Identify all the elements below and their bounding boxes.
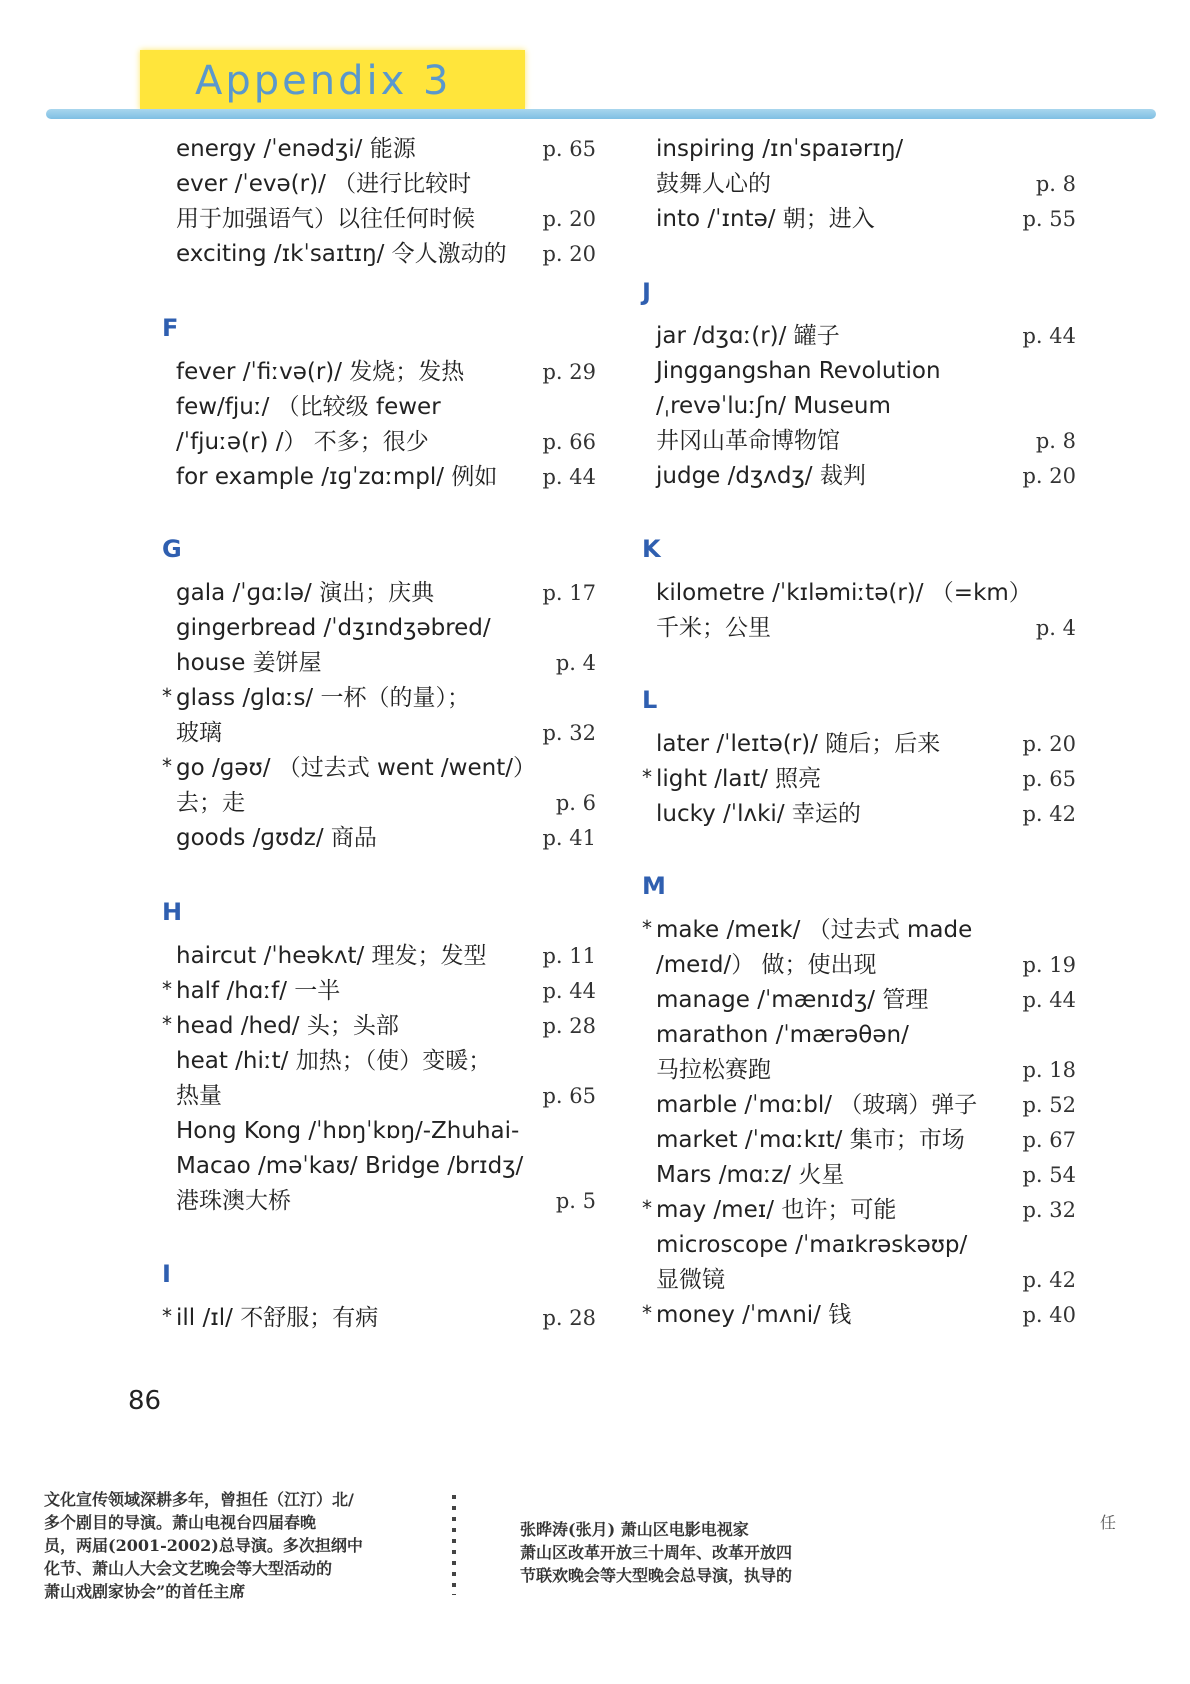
glossary-entry-line bbox=[656, 459, 1076, 493]
entry-page-ref: p. 65 bbox=[1022, 767, 1076, 791]
entry-page-ref: p. 67 bbox=[1022, 1128, 1076, 1152]
glossary-entry-line bbox=[656, 319, 1076, 353]
entry-page-ref: p. 19 bbox=[1022, 953, 1076, 977]
entry-text: exciting /ɪkˈsaɪtɪŋ/ 令人激动的 bbox=[176, 241, 507, 267]
entry-text: /ˌrevəˈluːʃn/ Museum bbox=[656, 393, 891, 419]
entry-text: Macao /məˈkaʊ/ Bridge /brɪdʒ/ bbox=[176, 1153, 524, 1179]
key-word-star: * bbox=[162, 1304, 172, 1328]
entry-text: 井冈山革命博物馆 bbox=[656, 428, 840, 454]
entry-text: light /laɪt/ 照亮 bbox=[656, 766, 822, 792]
note-line: 多个剧目的导演。萧山电视台四届春晚 bbox=[44, 1513, 317, 1532]
glossary-entry-line bbox=[176, 460, 596, 494]
glossary-entry-line bbox=[656, 354, 1076, 388]
glossary-entry-line bbox=[176, 939, 596, 973]
glossary-entry-line bbox=[656, 797, 1076, 831]
entry-text: judge /dʒʌdʒ/ 裁判 bbox=[656, 463, 866, 489]
key-word-star: * bbox=[642, 916, 652, 940]
glossary-entry-line bbox=[656, 611, 1076, 645]
key-word-star: * bbox=[642, 765, 652, 789]
entry-text: 港珠澳大桥 bbox=[176, 1188, 291, 1214]
entry-text: jar /dʒɑː(r)/ 罐子 bbox=[656, 323, 840, 349]
entry-page-ref: p. 65 bbox=[542, 1084, 596, 1108]
glossary-entry-line bbox=[656, 167, 1076, 201]
entry-page-ref: p. 8 bbox=[1035, 429, 1076, 453]
entry-text: 用于加强语气）以往任何时候 bbox=[176, 206, 475, 232]
entry-text: heat /hiːt/ 加热；（使）变暖； bbox=[176, 1048, 492, 1074]
entry-text: 马拉松赛跑 bbox=[656, 1057, 771, 1083]
glossary-entry-line bbox=[162, 751, 596, 785]
page-number: 86 bbox=[128, 1386, 162, 1416]
glossary-entry-line bbox=[176, 167, 596, 201]
glossary-entry-line bbox=[162, 1301, 596, 1335]
entry-page-ref: p. 5 bbox=[555, 1189, 596, 1213]
glossary-entry-line bbox=[176, 716, 596, 750]
entry-text: gingerbread /ˈdʒɪndʒəbred/ bbox=[176, 615, 491, 641]
glossary-entry-line bbox=[656, 1123, 1076, 1157]
section-letter: F bbox=[162, 314, 179, 342]
glossary-entry-line bbox=[656, 1158, 1076, 1192]
entry-page-ref: p. 66 bbox=[542, 430, 596, 454]
entry-text: gala /ˈɡɑːlə/ 演出；庆典 bbox=[176, 580, 435, 606]
entry-text: kilometre /ˈkɪləmiːtə(r)/ （=km） bbox=[656, 580, 1032, 606]
key-word-star: * bbox=[642, 1301, 652, 1325]
entry-text: Hong Kong /ˈhɒŋˈkɒŋ/-Zhuhai- bbox=[176, 1118, 520, 1144]
note-line: 萧山区改革开放三十周年、改革开放四 bbox=[520, 1543, 793, 1562]
glossary-entry-line bbox=[656, 1018, 1076, 1052]
entry-text: for example /ɪɡˈzɑːmpl/ 例如 bbox=[176, 464, 498, 490]
glossary-entry-line bbox=[656, 727, 1076, 761]
section-letter: H bbox=[162, 898, 183, 926]
glossary-entry-line bbox=[176, 1044, 596, 1078]
glossary-entry-line bbox=[656, 389, 1076, 423]
entry-text: money /ˈmʌni/ 钱 bbox=[656, 1302, 852, 1328]
glossary-entry-line bbox=[176, 576, 596, 610]
entry-page-ref: p. 28 bbox=[542, 1306, 596, 1330]
entry-page-ref: p. 20 bbox=[542, 242, 596, 266]
section-letter: I bbox=[162, 1260, 171, 1288]
entry-page-ref: p. 40 bbox=[1022, 1303, 1076, 1327]
entry-page-ref: p. 52 bbox=[1022, 1093, 1076, 1117]
entry-text: marble /ˈmɑːbl/ （玻璃）弹子 bbox=[656, 1092, 978, 1118]
key-word-star: * bbox=[162, 977, 172, 1001]
glossary-entry-line bbox=[162, 974, 596, 1008]
entry-text: Mars /mɑːz/ 火星 bbox=[656, 1162, 845, 1188]
entry-text: house 姜饼屋 bbox=[176, 650, 322, 676]
glossary-entry-line bbox=[176, 132, 596, 166]
glossary-entry-line bbox=[176, 1114, 596, 1148]
glossary-entry-line bbox=[642, 913, 1076, 947]
entry-page-ref: p. 20 bbox=[1022, 732, 1076, 756]
glossary-entry-line bbox=[176, 202, 596, 236]
entry-text: manage /ˈmænɪdʒ/ 管理 bbox=[656, 987, 929, 1013]
entry-text: 去；走 bbox=[176, 790, 245, 816]
glossary-entry-line bbox=[642, 1298, 1076, 1332]
section-letter: J bbox=[642, 278, 651, 306]
entry-page-ref: p. 42 bbox=[1022, 802, 1076, 826]
entry-text: half /hɑːf/ 一半 bbox=[176, 978, 341, 1004]
entry-page-ref: p. 44 bbox=[1022, 988, 1076, 1012]
note-line: 化节、萧山人大会文艺晚会等大型活动的 bbox=[44, 1559, 333, 1578]
glossary-entry-line bbox=[162, 1009, 596, 1043]
glossary-entry-line bbox=[656, 1228, 1076, 1262]
bottom-note-fragment: 任 bbox=[1100, 1513, 1117, 1532]
entry-text: /meɪd/） 做；使出现 bbox=[656, 952, 877, 978]
entry-text: head /hed/ 头；头部 bbox=[176, 1013, 399, 1039]
note-line: 萧山戏剧家协会”的首任主席 bbox=[44, 1582, 246, 1601]
entry-text: later /ˈleɪtə(r)/ 随后；后来 bbox=[656, 731, 941, 757]
glossary-entry-line bbox=[176, 821, 596, 855]
entry-page-ref: p. 44 bbox=[1022, 324, 1076, 348]
glossary-entry-line bbox=[656, 202, 1076, 236]
key-word-star: * bbox=[162, 754, 172, 778]
entry-text: go /ɡəʊ/ （过去式 went /went/） bbox=[176, 755, 536, 781]
entry-page-ref: p. 4 bbox=[1035, 616, 1076, 640]
note-line: 节联欢晚会等大型晚会总导演，执导的 bbox=[520, 1566, 793, 1585]
entry-page-ref: p. 20 bbox=[1022, 464, 1076, 488]
glossary-entry-line bbox=[176, 1149, 596, 1183]
glossary-entry-line bbox=[176, 786, 596, 820]
glossary-entry-line bbox=[656, 948, 1076, 982]
header-rule bbox=[46, 109, 1156, 119]
entry-page-ref: p. 29 bbox=[542, 360, 596, 384]
glossary-entry-line bbox=[176, 237, 596, 271]
entry-text: 千米；公里 bbox=[656, 615, 771, 641]
section-letter: M bbox=[642, 872, 666, 900]
entry-text: make /meɪk/ （过去式 made bbox=[656, 917, 973, 943]
entry-page-ref: p. 65 bbox=[542, 137, 596, 161]
glossary-entry-line bbox=[162, 681, 596, 715]
entry-page-ref: p. 28 bbox=[542, 1014, 596, 1038]
entry-text: into /ˈɪntə/ 朝；进入 bbox=[656, 206, 875, 232]
entry-text: may /meɪ/ 也许；可能 bbox=[656, 1197, 897, 1223]
entry-text: microscope /ˈmaɪkrəskəʊp/ bbox=[656, 1232, 968, 1258]
glossary-entry-line bbox=[176, 355, 596, 389]
glossary-entry-line bbox=[176, 611, 596, 645]
dotted-divider bbox=[452, 1495, 456, 1595]
glossary-entry-line bbox=[656, 132, 1076, 166]
glossary-entry-line bbox=[656, 983, 1076, 1017]
glossary-entry-line bbox=[176, 1184, 596, 1218]
entry-text: 热量 bbox=[176, 1083, 222, 1109]
entry-page-ref: p. 4 bbox=[555, 651, 596, 675]
entry-page-ref: p. 44 bbox=[542, 979, 596, 1003]
entry-text: inspiring /ɪnˈspaɪərɪŋ/ bbox=[656, 136, 904, 162]
entry-text: glass /ɡlɑːs/ 一杯（的量）； bbox=[176, 685, 470, 711]
key-word-star: * bbox=[162, 684, 172, 708]
entry-page-ref: p. 6 bbox=[555, 791, 596, 815]
glossary-entry-line bbox=[176, 390, 596, 424]
entry-text: 鼓舞人心的 bbox=[656, 171, 771, 197]
bottom-note-left bbox=[44, 1488, 424, 1603]
entry-text: ever /ˈevə(r)/ （进行比较时 bbox=[176, 171, 472, 197]
key-word-star: * bbox=[162, 1012, 172, 1036]
entry-text: haircut /ˈheəkʌt/ 理发；发型 bbox=[176, 943, 487, 969]
entry-page-ref: p. 20 bbox=[542, 207, 596, 231]
appendix-title: Appendix 3 bbox=[195, 58, 452, 104]
entry-page-ref: p. 44 bbox=[542, 465, 596, 489]
entry-page-ref: p. 17 bbox=[542, 581, 596, 605]
glossary-entry-line bbox=[656, 576, 1076, 610]
entry-page-ref: p. 11 bbox=[542, 944, 596, 968]
glossary-entry-line bbox=[656, 1053, 1076, 1087]
note-line: 员，两届(2001-2002)总导演。多次担纲中 bbox=[44, 1536, 363, 1555]
entry-page-ref: p. 42 bbox=[1022, 1268, 1076, 1292]
entry-text: fever /ˈfiːvə(r)/ 发烧；发热 bbox=[176, 359, 465, 385]
section-letter: K bbox=[642, 535, 661, 563]
entry-text: 玻璃 bbox=[176, 720, 222, 746]
entry-page-ref: p. 18 bbox=[1022, 1058, 1076, 1082]
entry-page-ref: p. 54 bbox=[1022, 1163, 1076, 1187]
entry-text: Jinggangshan Revolution bbox=[656, 358, 941, 384]
entry-text: ill /ɪl/ 不舒服；有病 bbox=[176, 1305, 379, 1331]
entry-text: energy /ˈenədʒi/ 能源 bbox=[176, 136, 416, 162]
section-letter: L bbox=[642, 686, 658, 714]
entry-text: /ˈfjuːə(r) /） 不多；很少 bbox=[176, 429, 429, 455]
glossary-entry-line bbox=[656, 424, 1076, 458]
entry-page-ref: p. 32 bbox=[1022, 1198, 1076, 1222]
glossary-entry-line bbox=[642, 1193, 1076, 1227]
note-line: 张晔涛(张月) 萧山区电影电视家 bbox=[520, 1520, 749, 1539]
entry-page-ref: p. 32 bbox=[542, 721, 596, 745]
glossary-entry-line bbox=[656, 1263, 1076, 1297]
entry-text: lucky /ˈlʌki/ 幸运的 bbox=[656, 801, 861, 827]
entry-page-ref: p. 8 bbox=[1035, 172, 1076, 196]
bottom-note-right bbox=[520, 1518, 900, 1587]
entry-page-ref: p. 41 bbox=[542, 826, 596, 850]
glossary-entry-line bbox=[642, 762, 1076, 796]
glossary-entry-line bbox=[656, 1088, 1076, 1122]
entry-text: 显微镜 bbox=[656, 1267, 725, 1293]
entry-page-ref: p. 55 bbox=[1022, 207, 1076, 231]
key-word-star: * bbox=[642, 1196, 652, 1220]
entry-text: marathon /ˈmærəθən/ bbox=[656, 1022, 909, 1048]
glossary-entry-line bbox=[176, 646, 596, 680]
entry-text: few/fjuː/ （比较级 fewer bbox=[176, 394, 441, 420]
glossary-entry-line bbox=[176, 425, 596, 459]
glossary-entry-line bbox=[176, 1079, 596, 1113]
entry-text: market /ˈmɑːkɪt/ 集市；市场 bbox=[656, 1127, 965, 1153]
entry-text: goods /ɡʊdz/ 商品 bbox=[176, 825, 377, 851]
section-letter: G bbox=[162, 535, 182, 563]
note-line: 文化宣传领域深耕多年，曾担任（江汀）北/ bbox=[44, 1490, 354, 1509]
